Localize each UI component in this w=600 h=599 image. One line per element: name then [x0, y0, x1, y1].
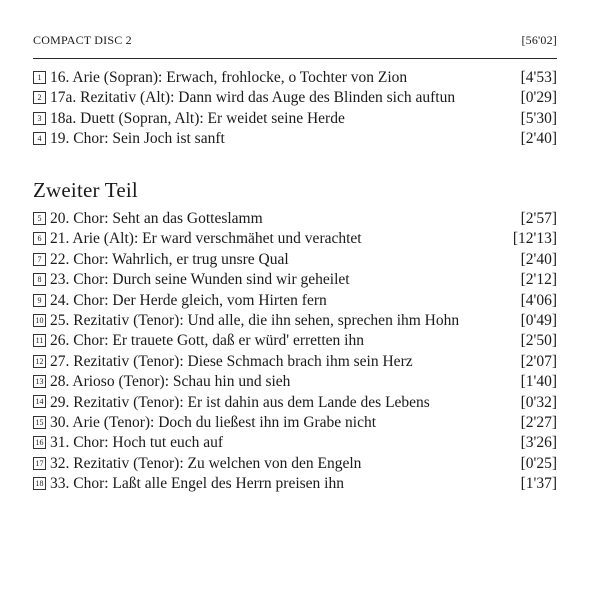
- track-duration: [4'06]: [520, 291, 557, 309]
- track-number: 3: [33, 112, 46, 125]
- track-duration: [2'57]: [520, 210, 557, 227]
- track-row: [33, 88, 557, 108]
- track-duration: [2'40]: [520, 250, 557, 268]
- track-title: 31. Chor: Hoch tut euch auf: [50, 434, 224, 452]
- track-number: 12: [33, 355, 46, 368]
- track-title: 16. Arie (Sopran): Erwach, frohlocke, o Tochter von Zion: [50, 69, 408, 86]
- track-row: [33, 413, 557, 433]
- track-number: 17: [33, 457, 46, 470]
- track-title: 32. Rezitativ (Tenor): Zu welchen von den Engeln: [50, 454, 362, 472]
- track-row: [33, 331, 557, 351]
- track-title: 17a. Rezitativ (Alt): Dann wird das Auge des Blinden sich auftun: [50, 89, 456, 107]
- tracklist-part-1: [33, 68, 557, 150]
- track-duration: [0'49]: [520, 311, 557, 329]
- track-number: 11: [33, 334, 46, 347]
- track-title: 18a. Duett (Sopran, Alt): Er weidet seine Herde: [50, 109, 345, 127]
- track-duration: [12'13]: [512, 230, 557, 248]
- track-number: 15: [33, 416, 46, 429]
- track-number: 4: [33, 132, 46, 145]
- track-number: 8: [33, 273, 46, 286]
- track-title: 19. Chor: Sein Joch ist sanft: [50, 130, 225, 148]
- track-number: 7: [33, 253, 46, 266]
- track-number: 18: [33, 477, 46, 490]
- track-title: 20. Chor: Seht an das Gotteslamm: [50, 210, 263, 227]
- track-title: 21. Arie (Alt): Er ward verschmähet und verachtet: [50, 230, 362, 248]
- track-row: [33, 474, 557, 494]
- track-title: 22. Chor: Wahrlich, er trug unsre Qual: [50, 250, 289, 268]
- track-number: 13: [33, 375, 46, 388]
- track-duration: [0'29]: [520, 89, 557, 107]
- track-duration: [2'27]: [520, 413, 557, 431]
- track-row: [33, 109, 557, 129]
- disc-total-duration: [56'02]: [521, 33, 557, 47]
- track-title: 23. Chor: Durch seine Wunden sind wir geheilet: [50, 271, 350, 289]
- track-row: [33, 250, 557, 270]
- track-row: [33, 209, 557, 229]
- track-number: 14: [33, 395, 46, 408]
- track-duration: [2'12]: [520, 271, 557, 289]
- track-title: 24. Chor: Der Herde gleich, vom Hirten fern: [50, 291, 327, 309]
- track-title: 33. Chor: Laßt alle Engel des Herrn preisen ihn: [50, 475, 344, 493]
- track-row: [33, 454, 557, 474]
- track-number: 1: [33, 71, 46, 84]
- track-row: [33, 393, 557, 413]
- track-duration: [0'32]: [520, 393, 557, 411]
- header-divider: [33, 58, 557, 59]
- track-number: 10: [33, 314, 46, 327]
- track-title: 25. Rezitativ (Tenor): Und alle, die ihn sehen, sprechen ihm Hohn: [50, 311, 460, 329]
- track-number: 5: [33, 212, 46, 225]
- track-duration: [2'40]: [520, 130, 557, 148]
- track-duration: [4'53]: [520, 69, 557, 86]
- track-title: 29. Rezitativ (Tenor): Er ist dahin aus dem Lande des Lebens: [50, 393, 430, 411]
- track-duration: [1'40]: [520, 373, 557, 391]
- track-number: 9: [33, 294, 46, 307]
- track-row: [33, 68, 557, 88]
- track-duration: [2'50]: [520, 332, 557, 350]
- tracklist-part-2: [33, 209, 557, 494]
- track-row: [33, 433, 557, 453]
- track-row: [33, 229, 557, 249]
- track-title: 27. Rezitativ (Tenor): Diese Schmach brach ihm sein Herz: [50, 352, 413, 370]
- section-heading: Zweiter Teil: [33, 178, 138, 202]
- track-number: 2: [33, 91, 46, 104]
- track-duration: [0'25]: [520, 454, 557, 472]
- track-title: 26. Chor: Er trauete Gott, daß er würd' erretten ihn: [50, 332, 364, 350]
- track-row: [33, 372, 557, 392]
- track-row: [33, 129, 557, 149]
- track-number: 16: [33, 436, 46, 449]
- track-title: 28. Arioso (Tenor): Schau hin und sieh: [50, 373, 291, 391]
- disc-title: COMPACT DISC 2: [33, 33, 132, 47]
- track-duration: [3'26]: [520, 434, 557, 452]
- track-row: [33, 291, 557, 311]
- track-row: [33, 352, 557, 372]
- track-number: 6: [33, 232, 46, 245]
- track-row: [33, 311, 557, 331]
- track-duration: [1'37]: [520, 475, 557, 493]
- track-duration: [2'07]: [520, 352, 557, 370]
- track-duration: [5'30]: [520, 109, 557, 127]
- track-row: [33, 270, 557, 290]
- track-title: 30. Arie (Tenor): Doch du ließest ihn im Grabe nicht: [50, 413, 377, 431]
